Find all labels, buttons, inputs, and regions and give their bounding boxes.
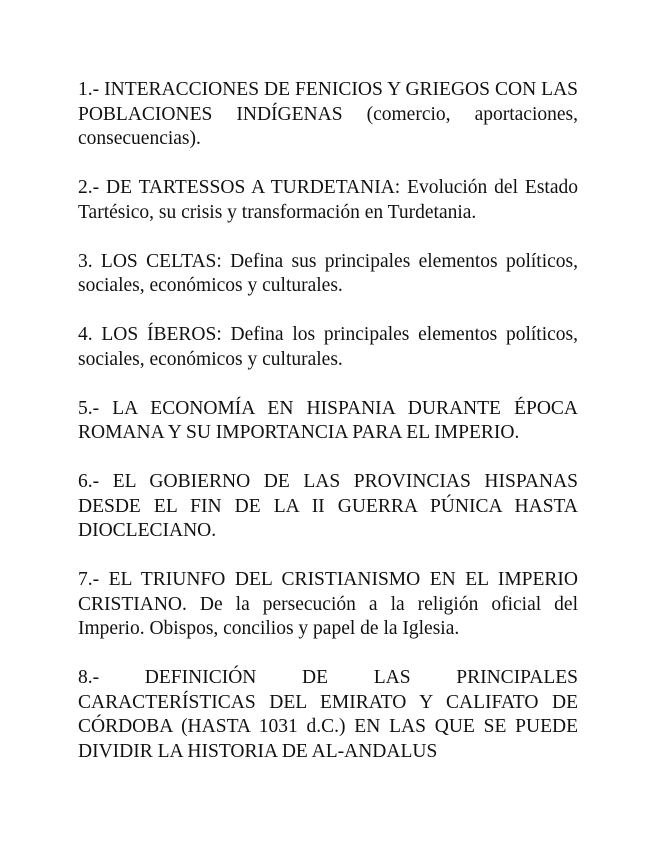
document-page xyxy=(78,78,578,789)
topic-item-7: 7.- EL TRIUNFO DEL CRISTIANISMO EN EL IMPERIO CRISTIANO. De la persecución a la religión oficial del Imperio. Obispos, concilios y papel de la Iglesia. xyxy=(78,569,578,639)
topic-item-4: 4. LOS ÍBEROS: Defina los principales elementos políticos, sociales, económicos y culturales. xyxy=(78,324,578,370)
topic-item-1: 1.- INTERACCIONES DE FENICIOS Y GRIEGOS CON LAS POBLACIONES INDÍGENAS (comercio, aportaciones, consecuencias). xyxy=(78,79,578,149)
topic-item-6: 6.- EL GOBIERNO DE LAS PROVINCIAS HISPANAS DESDE EL FIN DE LA II GUERRA PÚNICA HASTA DIOCLECIANO. xyxy=(78,471,578,541)
topic-item-5: 5.- LA ECONOMÍA EN HISPANIA DURANTE ÉPOCA ROMANA Y SU IMPORTANCIA PARA EL IMPERIO. xyxy=(78,397,578,443)
topic-item-3: 3. LOS CELTAS: Defina sus principales elementos políticos, sociales, económicos y culturales. xyxy=(78,250,578,296)
topic-item-8: 8.- DEFINICIÓN DE LAS PRINCIPALES CARACTERÍSTICAS DEL EMIRATO Y CALIFATO DE CÓRDOBA (HASTA 1031 d.C.) EN LAS QUE SE PUEDE DIVIDIR LA HISTORIA DE AL-ANDALUS xyxy=(78,667,578,762)
topic-item-2: 2.- DE TARTESSOS A TURDETANIA: Evolución del Estado Tartésico, su crisis y transformación en Turdetania. xyxy=(78,177,578,223)
